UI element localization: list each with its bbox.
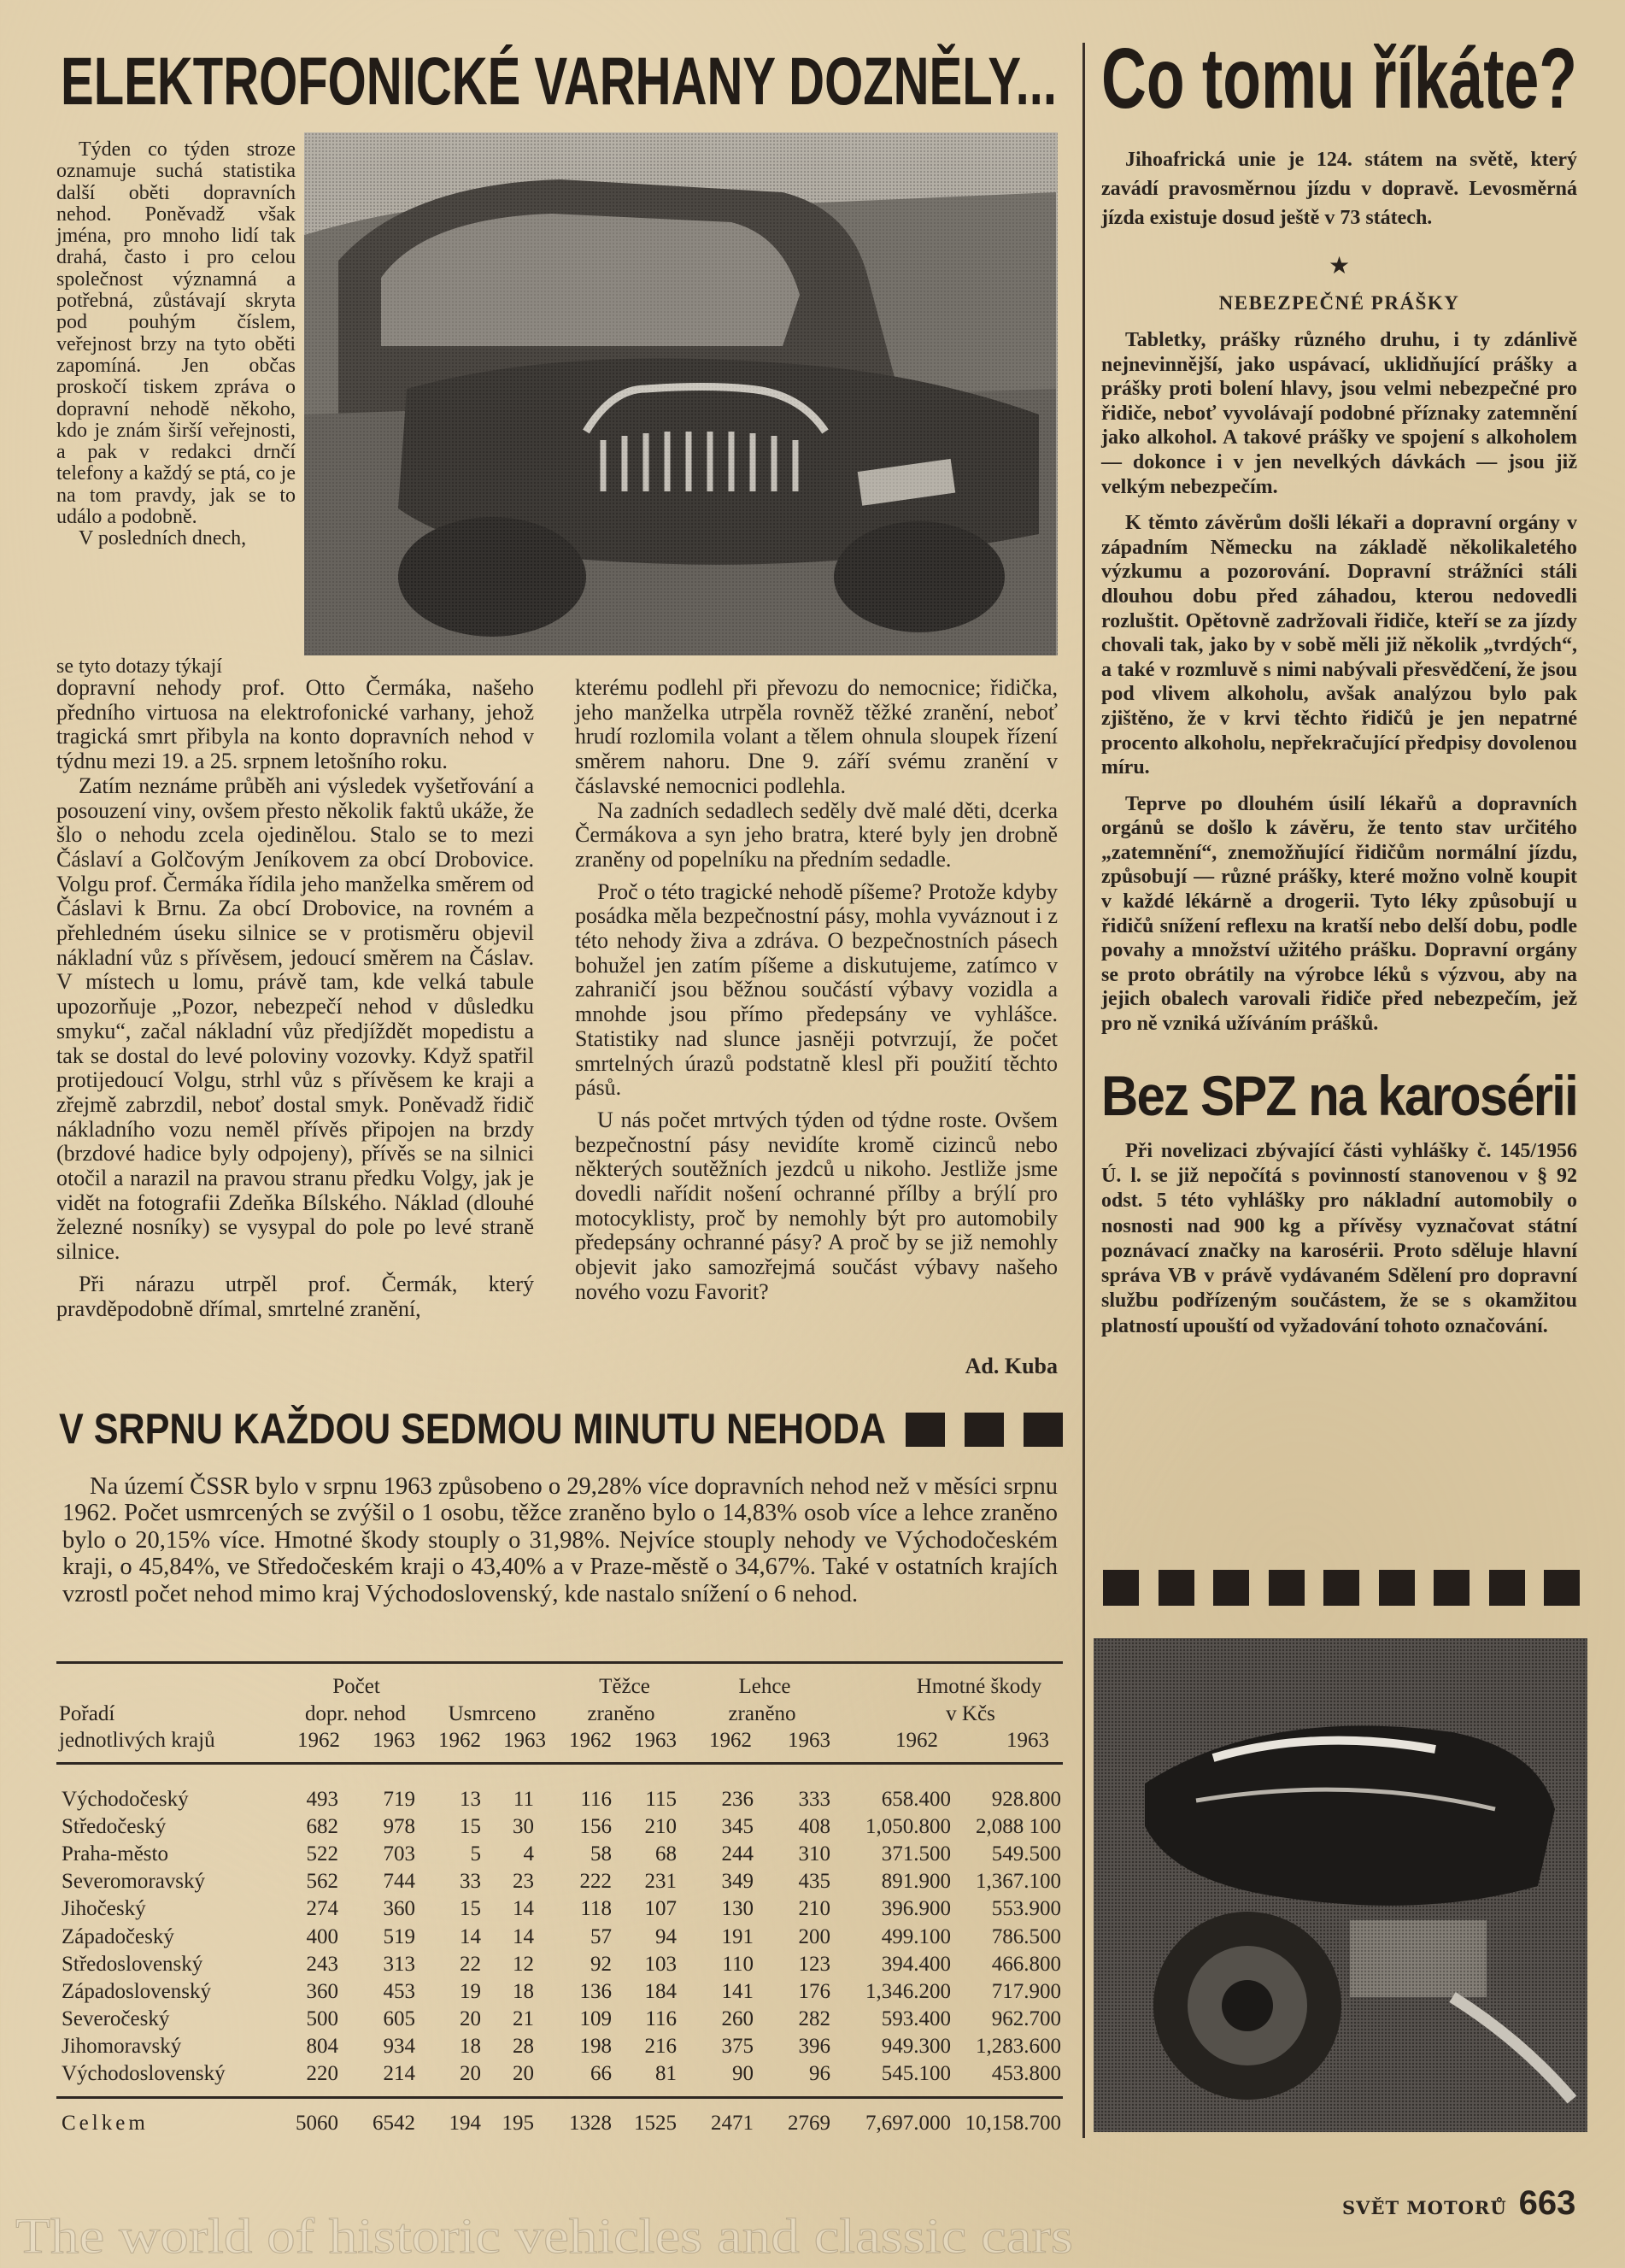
table-cell: 345 — [721, 1815, 754, 1839]
table-cell: 719 — [383, 1788, 415, 1811]
heading-square — [906, 1413, 945, 1447]
table-cell: 222 — [579, 1870, 612, 1894]
table-cell: 934 — [383, 2034, 415, 2058]
table-row-region: Praha-město — [62, 1842, 168, 1866]
table-cell: 20 — [513, 2062, 534, 2085]
article-column-1 — [56, 676, 534, 1321]
table-cell: 107 — [644, 1897, 677, 1921]
table-cell: 396.900 — [881, 1897, 951, 1921]
table-cell: 118 — [580, 1897, 612, 1921]
table-total-cell: 1328 — [569, 2112, 612, 2135]
powders-text: Teprve po dlouhém úsilí lékařů a dopravních orgánů se došlo k závěru, že tento stav určitého „zatemnění“, znemožňující řidičům normální jízdu, způsobují — různé prášky, které možno volně koupit v každé lékárně a drogerii. Tyto léky způsobují u řidičů snížení reflexu na kratší nebo delší dobu, podle povahy a množství užitého prášku. Dopravní orgány se proto obrátily na výrobce léků s výzvou, aby na jejich obalech varovali řidiče před nebezpečím, jež pro ně vzniká užíváním prášků. — [1101, 792, 1577, 1036]
table-cell: 12 — [513, 1952, 534, 1976]
table-cell: 549.500 — [991, 1842, 1061, 1866]
crashed-volga-image — [304, 132, 1058, 655]
header-year: 1963 — [1006, 1729, 1049, 1752]
table-cell: 522 — [306, 1842, 338, 1866]
table-cell: 136 — [579, 1979, 612, 2003]
sidebar-title: Co tomu říkáte? — [1101, 31, 1577, 126]
table-cell: 30 — [513, 1815, 534, 1839]
column-divider — [1082, 43, 1085, 2138]
table-cell: 130 — [721, 1897, 754, 1921]
table-cell: 20 — [460, 2062, 481, 2085]
table-cell: 58 — [590, 1842, 612, 1866]
table-cell: 210 — [798, 1897, 830, 1921]
table-cell: 978 — [383, 1815, 415, 1839]
header-year: 1962 — [709, 1729, 752, 1752]
motorcycle-image — [1094, 1638, 1587, 2132]
table-cell: 21 — [513, 2007, 534, 2030]
lead-paragraph: V posledních dnech, — [79, 527, 247, 550]
table-cell: 1,346.200 — [865, 1979, 951, 2003]
heading-square — [1024, 1413, 1063, 1447]
decorative-square — [1159, 1570, 1194, 1606]
table-cell: 786.500 — [991, 1924, 1061, 1948]
table-cell: 116 — [580, 1788, 612, 1811]
table-cell: 553.900 — [991, 1897, 1061, 1921]
table-total-cell: 1525 — [634, 2112, 677, 2135]
header-serious: Těžce — [599, 1675, 650, 1698]
table-total-cell: 194 — [449, 2112, 481, 2135]
header-light: Lehce — [738, 1675, 791, 1698]
table-cell: 962.700 — [991, 2007, 1061, 2030]
stats-summary — [62, 1473, 1058, 1607]
table-cell: 198 — [579, 2034, 612, 2058]
table-cell: 493 — [306, 1788, 338, 1811]
table-total-cell: 10,158.700 — [965, 2112, 1061, 2135]
header-year: 1962 — [569, 1729, 612, 1752]
table-cell: 28 — [513, 2034, 534, 2058]
page-number: 663 — [1518, 2184, 1576, 2222]
table-cell: 184 — [644, 1979, 677, 2003]
table-cell: 200 — [798, 1924, 830, 1948]
table-total-cell: 6542 — [373, 2112, 415, 2135]
table-cell: 243 — [306, 1952, 338, 1976]
table-cell: 400 — [306, 1924, 338, 1948]
decorative-square — [1103, 1570, 1139, 1606]
table-row-region: Středoslovenský — [62, 1952, 203, 1976]
header-killed: Usmrceno — [448, 1702, 537, 1725]
table-cell: 14 — [513, 1924, 534, 1948]
table-cell: 231 — [644, 1870, 677, 1894]
table-cell: 682 — [306, 1815, 338, 1839]
table-total-cell: 7,697.000 — [865, 2112, 951, 2135]
table-cell: 18 — [460, 2034, 481, 2058]
table-total-rule — [56, 2096, 1063, 2099]
table-cell: 220 — [306, 2062, 338, 2085]
spz-title: Bez SPZ na karosérii — [1101, 1063, 1577, 1127]
table-cell: 11 — [513, 1788, 534, 1811]
header-accidents: Počet — [332, 1675, 380, 1698]
decorative-square — [1434, 1570, 1470, 1606]
table-row-region: Severočeský — [62, 2007, 170, 2030]
sidebar-intro-text: Jihoafrická unie je 124. státem na světě, který zavádí pravosměrnou jízdu v dopravě. Levosměrná jízda existuje dosud ještě v 73 státech. — [1101, 149, 1577, 229]
table-cell: 717.900 — [991, 1979, 1061, 2003]
table-cell: 81 — [655, 2062, 677, 2085]
table-cell: 191 — [721, 1924, 754, 1948]
watermark-tagline: The world of historic vehicles and classic cars — [15, 2208, 1073, 2264]
table-cell: 500 — [306, 2007, 338, 2030]
table-cell: 214 — [383, 2062, 415, 2085]
table-cell: 360 — [383, 1897, 415, 1921]
table-cell: 18 — [513, 1979, 534, 2003]
sidebar-title-wrap — [1101, 31, 1625, 126]
table-row-region: Západoslovenský — [62, 1979, 211, 2003]
table-cell: 435 — [798, 1870, 830, 1894]
table-total-cell: 5060 — [296, 2112, 338, 2135]
header-year: 1963 — [503, 1729, 546, 1752]
table-cell: 375 — [721, 2034, 754, 2058]
table-cell: 94 — [655, 1924, 677, 1948]
table-cell: 282 — [798, 2007, 830, 2030]
header-year: 1963 — [373, 1729, 415, 1752]
table-cell: 116 — [645, 2007, 677, 2030]
table-cell: 928.800 — [991, 1788, 1061, 1811]
header-year: 1962 — [895, 1729, 938, 1752]
table-cell: 499.100 — [881, 1924, 951, 1948]
powders-heading: NEBEZPEČNÉ PRÁŠKY — [1218, 292, 1460, 314]
table-cell: 466.800 — [991, 1952, 1061, 1976]
table-cell: 15 — [460, 1815, 481, 1839]
table-cell: 804 — [306, 2034, 338, 2058]
decorative-square — [1489, 1570, 1525, 1606]
header-damage: Hmotné škody — [916, 1675, 1042, 1698]
decorative-square — [1323, 1570, 1359, 1606]
table-row-region: Východočeský — [62, 1788, 189, 1811]
table-cell: 1,050.800 — [865, 1815, 951, 1839]
table-cell: 244 — [721, 1842, 754, 1866]
table-cell: 57 — [590, 1924, 612, 1948]
table-top-rule — [56, 1661, 1063, 1664]
crashed-car-photo — [304, 132, 1058, 655]
table-cell: 605 — [383, 2007, 415, 2030]
motorcycle-photo — [1094, 1638, 1587, 2132]
table-cell: 744 — [383, 1870, 415, 1894]
table-row-region: Východoslovenský — [62, 2062, 226, 2085]
header-year: 1963 — [788, 1729, 830, 1752]
header-year: 1962 — [297, 1729, 340, 1752]
table-cell: 23 — [513, 1870, 534, 1894]
table-cell: 13 — [460, 1788, 481, 1811]
article-title: ELEKTROFONICKÉ VARHANY DOZNĚLY... — [61, 43, 1057, 119]
table-cell: 15 — [460, 1897, 481, 1921]
table-cell: 519 — [383, 1924, 415, 1948]
table-cell: 1,283.600 — [976, 2034, 1061, 2058]
table-total-cell: 2769 — [788, 2112, 830, 2135]
header-light-sub: zraněno — [728, 1702, 796, 1725]
table-cell: 4 — [523, 1842, 534, 1866]
powders-text: Tabletky, prášky různého druhu, i ty zdánlivě nejnevinnější, jako uspávací, uklidňující prášky a prášky proti bolení hlavy, jsou velmi nebezpečné pro řidiče, neboť vyvolávají podobné příznaky zatemnění jako alkohol. A takové prášky ve spojení s alkoholem — dokonce i v jen nevelkých dávkách — jsou již velkým nebezpečím. — [1101, 329, 1577, 498]
table-cell: 110 — [722, 1952, 754, 1976]
table-cell: 156 — [579, 1815, 612, 1839]
table-cell: 210 — [644, 1815, 677, 1839]
table-cell: 260 — [721, 2007, 754, 2030]
spz-title-wrap — [1101, 1063, 1577, 1127]
article-author: Ad. Kuba — [965, 1354, 1058, 1378]
table-header-rule — [56, 1762, 1063, 1765]
table-total-cell: 2471 — [711, 2112, 754, 2135]
table-cell: 333 — [798, 1788, 830, 1811]
watermark — [15, 2207, 1073, 2265]
page-footer — [1342, 2184, 1575, 2223]
table-cell: 33 — [460, 1870, 481, 1894]
header-year: 1963 — [634, 1729, 677, 1752]
table-cell: 313 — [383, 1952, 415, 1976]
star-separator: ★ — [1328, 251, 1351, 279]
lead-last-line: se tyto dotazy týkají — [56, 655, 222, 678]
article-paragraph: kterému podlehl při převozu do nemocnice; řidička, jeho manželka utrpěla rovněž těžké zranění, neboť hrudí rozlomila volant a tělem ohnula sloupek řízení směrem nahoru. Dne 9. září svému zranění v čáslavské nemocnici podlehla. — [575, 675, 1058, 798]
table-cell: 703 — [383, 1842, 415, 1866]
table-cell: 5 — [470, 1842, 481, 1866]
table-row-region: Západočeský — [62, 1924, 174, 1948]
article-paragraph: Při nárazu utrpěl prof. Čermák, který pravděpodobně dřímal, smrtelné zranění, — [56, 1271, 534, 1321]
table-cell: 658.400 — [881, 1788, 951, 1811]
table-cell: 22 — [460, 1952, 481, 1976]
table-cell: 141 — [721, 1979, 754, 2003]
table-cell: 545.100 — [881, 2062, 951, 2085]
header-region: Pořadí — [59, 1702, 115, 1725]
table-cell: 216 — [644, 2034, 677, 2058]
table-cell: 274 — [306, 1897, 338, 1921]
header-year: 1962 — [438, 1729, 481, 1752]
table-cell: 109 — [579, 2007, 612, 2030]
table-cell: 949.300 — [881, 2034, 951, 2058]
table-cell: 14 — [513, 1897, 534, 1921]
article-paragraph: dopravní nehody prof. Otto Čermáka, našeho předního virtuosa na elektrofonické varhany, jehož tragická smrt přibyla na konto dopravních nehod v týdnu mezi 19. a 25. srpnem letošního roku. — [56, 675, 534, 774]
table-total-cell: 195 — [502, 2112, 534, 2135]
table-cell: 115 — [645, 1788, 677, 1811]
table-cell: 2,088 100 — [976, 1815, 1061, 1839]
table-cell: 96 — [809, 2062, 830, 2085]
table-cell: 20 — [460, 2007, 481, 2030]
table-cell: 236 — [721, 1788, 754, 1811]
powders-text: K těmto závěrům došli lékaři a dopravní orgány v západním Německu na základě několikaletého výzkumu a pozorování. Dopravní strážníci stáli dlouhou dobu před záhadou, kterou nedovedli rozluštit. Opětovně zadržovali řidiče, kteří se za jízdy chovali tak, jako by v sobě měli již několik „tvrdých“, a také v rozmluvě s nimi nabývali přesvědčení, že jsou pod vlivem alkoholu, avšak analýzou bylo pak zjištěno, že v krvi těchto řidičů je jen nepatrné procento alkoholu, nepřekračující předpisy dovolenou míru. — [1101, 512, 1577, 779]
table-cell: 453 — [383, 1979, 415, 2003]
table-total-label: Celkem — [62, 2112, 149, 2135]
stats-paragraph: Na území ČSSR bylo v srpnu 1963 způsobeno o 29,28% více dopravních nehod než v měsíci srpnu 1962. Počet usmrcených se zvýšil o 1 osobu, těžce zraněno bylo o 14,83% osob více a lehce zraněno bylo o 20,15% více. Hmotné škody stouply o 31,98%. Nejvíce stouply nehody ve Východočeském kraji, o 45,84%, ve Středočeském kraji o 43,40% a v Praze-městě o 34,67%. Také v ostatních krajích vzrostl počet nehod mimo kraj Východoslovenský, kde nastalo snížení o 6 nehod. — [62, 1473, 1058, 1607]
table-cell: 14 — [460, 1924, 481, 1948]
decorative-square — [1213, 1570, 1249, 1606]
table-cell: 891.900 — [881, 1870, 951, 1894]
heading-square — [965, 1413, 1004, 1447]
table-cell: 176 — [798, 1979, 830, 2003]
stats-heading-wrap — [59, 1405, 1018, 1453]
magazine-name: SVĚT MOTORŮ — [1342, 2197, 1507, 2218]
table-row-region: Jihomoravský — [62, 2034, 182, 2058]
table-cell: 92 — [590, 1952, 612, 1976]
article-paragraph: U nás počet mrtvých týden od týdne roste. Ovšem bezpečnostní pásy nevidíte kromě cizinců nebo některých soutěžních jezdců u nikoho. Jestliže jsme dovedli nařídit nošení ochranné přílby a brýlí pro motocyklisty, proč by nemohly být pro automobily předepsány ochranné pásy? A proč by se již nemohly objevit jako samozřejmá součást výbavy našeho nového vozu Favorit? — [575, 1107, 1058, 1304]
table-row-region: Severomoravský — [62, 1870, 206, 1894]
article-column-2 — [575, 676, 1058, 1305]
table-cell: 1,367.100 — [976, 1870, 1061, 1894]
header-damage-sub: v Kčs — [946, 1702, 995, 1725]
article-paragraph: Zatím neznáme průběh ani výsledek vyšetřování a posouzení viny, ovšem přesto několik faktů ukáže, že šlo o nehodu zcela ojedinělou. Stalo se to mezi Čáslaví a Golčovým Jeníkovem za obcí Drobovice. Volgu prof. Čermáka řídila jeho manželka směrem od Čáslavi k Brnu. Za obcí Drobovice, na rovném a přehledném úseku silnice se v protisměru objevil nákladní vůz s přívěsem, jedoucí směrem na Čáslav. V místech u lomu, právě tam, kde velká tabule upozorňuje „Pozor, nebezpečí nehod v důsledku smyku“, začal nákladní vůz předjíždět mopedistu a tak se dostal do levé poloviny vozovky. Když spatřil protijedoucí Volgu, strhl vůz s přívěsem ke kraji a zřejmě zabrzdil, neboť dostal smyk. Poněvadž řidič nákladního vozu neměl přívěs připojen na brzdy (brzdové hadice byly odpojeny), přívěs se na silnici otočil a narazil na pravou stranu předku Volgy, jak je vidět na fotografii Zdeňka Bílského. Náklad (dlouhé železné nosníky) se vysypal do pole po levé straně silnice. — [56, 773, 534, 1265]
table-cell: 408 — [798, 1815, 830, 1839]
table-cell: 66 — [590, 2062, 612, 2085]
table-cell: 103 — [644, 1952, 677, 1976]
header-serious-sub: zraněno — [587, 1702, 655, 1725]
spz-text: Při novelizaci zbývající části vyhlášky č. 145/1956 Ú. l. se již nepočítá s povinností stanovenou v § 92 odst. 5 této vyhlášky pro nákladní automobily o nosnosti nad 900 kg a přívěsy vyznačovat státní poznávací značky na karosérii. Proto sděluje hlavní správa VB v právě vydávaném Sdělení pro dopravní službu podřízeným součástem, že se s okamžitou platností upouští od vyžadování tohoto označování. — [1101, 1139, 1577, 1337]
table-cell: 562 — [306, 1870, 338, 1894]
table-cell: 349 — [721, 1870, 754, 1894]
table-cell: 394.400 — [881, 1952, 951, 1976]
article-paragraph: Na zadních sedadlech seděly dvě malé děti, dcerka Čermákova a syn jeho bratra, které byly jen drobně zraněny od popelníku na předním sedadle. — [575, 797, 1058, 872]
decorative-square — [1269, 1570, 1305, 1606]
table-cell: 371.500 — [881, 1842, 951, 1866]
decorative-square — [1379, 1570, 1415, 1606]
table-cell: 453.800 — [991, 2062, 1061, 2085]
header-accidents-sub: dopr. nehod — [304, 1702, 407, 1725]
article-paragraph: Proč o této tragické nehodě píšeme? Protože kdyby posádka měla bezpečnostní pásy, mohla vyváznout i z této nehody živa a zdráva. O bezpečnostních pásech bohužel jen zatím píšeme a diskutujeme, zatímco v zahraničí jsou běžnou součástí výbavy vozidla a mnohde jsou přímo předepsány ve vyhlášce. Statistiky nad slunce jasněji potvrzují, že počet smrtelných úrazů podstatně klesl při použití těchto pásů. — [575, 878, 1058, 1101]
stats-heading: V SRPNU KAŽDOU SEDMOU MINUTU NEHODA — [59, 1405, 886, 1453]
lead-paragraph: Týden co týden stroze oznamuje suchá statistika další oběti dopravních nehod. Poněvadž však jména, pro mnoho lidí tak drahá, často i pro celou společnost významná a potřebná, zůstávají skryta pod pouhým číslem, veřejnost brzy na tyto oběti zapomíná. Jen občas proskočí tiskem zpráva o dopravní nehodě někoho, kdo je znám širší veřejnosti, a pak v redakci drnčí telefony a každý se ptá, co je na tom pravdy, jak se to událo a podobně. — [56, 138, 296, 529]
table-cell: 396 — [798, 2034, 830, 2058]
table-cell: 360 — [306, 1979, 338, 2003]
lead-column — [56, 139, 296, 550]
table-cell: 310 — [798, 1842, 830, 1866]
sidebar-content — [1101, 145, 1577, 1339]
table-cell: 68 — [655, 1842, 677, 1866]
header-region-sub: jednotlivých krajů — [59, 1729, 215, 1752]
decorative-square — [1544, 1570, 1580, 1606]
table-cell: 123 — [798, 1952, 830, 1976]
table-cell: 90 — [732, 2062, 754, 2085]
table-cell: 593.400 — [881, 2007, 951, 2030]
table-row-region: Středočeský — [62, 1815, 167, 1839]
table-cell: 19 — [460, 1979, 481, 2003]
table-row-region: Jihočeský — [62, 1897, 146, 1921]
